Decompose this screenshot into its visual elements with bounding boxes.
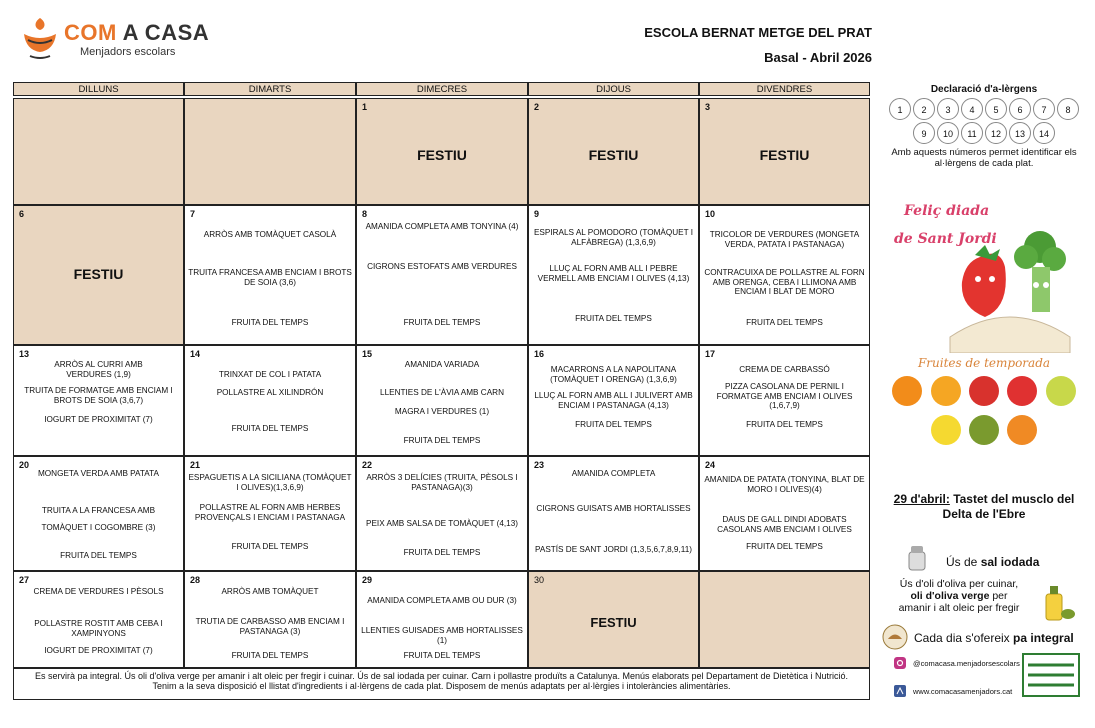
seasonal-fruits [884, 356, 1084, 452]
day-number: 8 [362, 209, 368, 219]
first-course: AMANIDA COMPLETA AMB TONYINA (4) [365, 222, 519, 231]
first-course: AMANIDA COMPLETA [571, 469, 656, 478]
oil-per: per [989, 590, 1008, 602]
day-cell [528, 571, 699, 668]
menu-title: Basal - Abril 2026 [764, 50, 872, 65]
day-header-tue: DIMARTS [184, 82, 356, 96]
day-number: 29 [362, 575, 373, 585]
first-course: AMANIDA DE PATATA (TONYINA, BLAT DE MORO I OLIVES)(4) [704, 475, 865, 494]
day-cell [356, 345, 528, 456]
first-course: AMANIDA VARIADA [404, 360, 480, 369]
day-cell [13, 456, 184, 571]
brand-subtitle: Menjadors escolars [80, 46, 176, 58]
salt-shaker-icon [906, 544, 928, 572]
day-number: 1 [362, 102, 368, 112]
pear-icon [1046, 376, 1076, 406]
second-course: POLLASTRE AL FORN AMB HERBES PROVENÇALS I ENCIAM I PASTANAGA [194, 503, 346, 522]
footer-note: Es servirà pa integral. Ús oli d'oliva verge per amanir i alt oleic per fregir i cuinar. Ús de sal iodada per cuinar. Carn i pollastre produïts a Catalunya. Menús elaborats pel Departament de Dietètica i Nutrició. Tenim a la seva disposició el llistat d'ingredients i al·lèrgens de cada plat. Disposem de menús adaptats per al·lèrgies i intoleràncies alimentàries. [13, 668, 870, 700]
oil-line3: amanir i alt oleic per fregir [898, 602, 1020, 614]
day-number: 28 [190, 575, 201, 585]
oil-bottle-icon [1040, 582, 1076, 622]
first-course: CREMA DE VERDURES I PÈSOLS [33, 587, 164, 596]
dessert: FRUITA DEL TEMPS [231, 651, 309, 660]
allergen-lupin-icon: 12 [985, 122, 1007, 144]
day-cell [13, 345, 184, 456]
allergen-note: Amb aquests números permet identificar els al·lèrgens de cada plat. [891, 147, 1077, 169]
salt-bold: sal iodada [980, 555, 1040, 569]
sant-jordi-line2: de Sant Jordi [894, 231, 997, 247]
day-header-mon: DILLUNS [13, 82, 184, 96]
day-cell [184, 205, 356, 345]
second-course: LLENTIES DE L'ÀVIA AMB CARN [380, 388, 504, 397]
fruit-grid [884, 374, 1084, 452]
first-course: MACARRONS A LA NAPOLITANA (TOMÀQUET I ORENGA) (1,3,6,9) [550, 365, 677, 384]
first-course: ARRÒS AMB TOMÀQUET CASOLÀ [203, 230, 337, 239]
allergen-peanut-icon: 5 [985, 98, 1007, 120]
fruits-title: Fruites de temporada [917, 356, 1051, 370]
day-number: 17 [705, 349, 716, 359]
second-course: DAUS DE GALL DINDI ADOBATS CASOLANS AMB ENCIAM I OLIVES [717, 515, 852, 534]
tangerine-icon [931, 376, 961, 406]
day-number: 9 [534, 209, 540, 219]
integral-bread-badge-icon [882, 624, 908, 650]
day-number: 16 [534, 349, 545, 359]
day-cell [184, 456, 356, 571]
dessert: FRUITA DEL TEMPS [403, 548, 481, 557]
day-cell-empty [184, 98, 356, 205]
day-cell [528, 456, 699, 571]
day-number: 2 [534, 102, 540, 112]
second-course: LLENTIES GUISADES AMB HORTALISSES (1) [361, 626, 523, 645]
day-cell [184, 345, 356, 456]
day-number: 13 [19, 349, 30, 359]
day-cell [528, 345, 699, 456]
oil-line2 [884, 590, 1034, 602]
allergen-title: Declaració d'a-lèrgens [930, 84, 1038, 95]
second-course: PEIX AMB SALSA DE TOMÀQUET (4,13) [366, 519, 518, 528]
banana-icon [931, 415, 961, 445]
holiday-label: FESTIU [759, 147, 810, 163]
allergen-nuts-icon: 8 [1057, 98, 1079, 120]
day-cell [13, 205, 184, 345]
day-number: 23 [534, 460, 545, 470]
day-header-fri: DIVENDRES [699, 82, 870, 96]
sant-jordi-illustration [890, 203, 1080, 353]
allergen-crustaceans-icon: 2 [913, 98, 935, 120]
brand-name [64, 20, 209, 46]
allergen-icons [884, 98, 1084, 144]
second-course: POLLASTRE ROSTIT AMB CEBA I XAMPINYONS [34, 619, 163, 638]
second-course: LLUÇ AL FORN AMB ALL I JULIVERT AMB ENCIAM I PASTANAGA (4,13) [534, 391, 693, 410]
whole-bread-note [914, 631, 1074, 645]
first-course: TRICOLOR DE VERDURES (MONGETA VERDA, PATATA I PASTANAGA) [709, 230, 860, 249]
day-number: 30 [534, 575, 545, 585]
apple-icon [969, 376, 999, 406]
day-number: 6 [19, 209, 25, 219]
second-course: PIZZA CASOLANA DE PERNIL I FORMATGE AMB ENCIAM I OLIVES (1,6,7,9) [716, 382, 853, 411]
day-number: 22 [362, 460, 373, 470]
first-course: AMANIDA COMPLETA AMB OU DUR (3) [367, 596, 517, 605]
first-course: CREMA DE CARBASSÓ [739, 365, 830, 374]
day-cell [528, 98, 699, 205]
instagram-icon [894, 657, 906, 669]
iodized-salt-note [946, 555, 1039, 569]
allergen-sesame-icon: 10 [937, 122, 959, 144]
holiday-label: FESTIU [590, 615, 637, 630]
second-course: TRUITA FRANCESA AMB ENCIAM I BROTS DE SOIA (3,6) [188, 268, 352, 287]
first-course: ARRÒS 3 DELÍCIES (TRUITA, PÈSOLS I PASTANAGA)(3) [366, 473, 518, 492]
bowl-logo-icon [20, 16, 60, 60]
second-course: TRUITA A LA FRANCESA AMB [41, 506, 156, 515]
dessert: FRUITA DEL TEMPS [575, 420, 652, 429]
second-course: TRUTIA DE CARBASSO AMB ENCIAM I PASTANAGA (3) [195, 617, 345, 636]
day-cell [699, 345, 870, 456]
first-course: ESPAGUETIS A LA SICILIANA (TOMÀQUET I OLIVES)(1,3,6,9) [188, 473, 352, 492]
holiday-label: FESTIU [73, 266, 124, 282]
second-course: POLLASTRE AL XILINDRÓN [216, 388, 324, 397]
strawberry-broccoli-icon [940, 227, 1080, 353]
second-course: CIGRONS GUISATS AMB HORTALISSES [536, 504, 691, 513]
day-cell [356, 98, 528, 205]
allergen-soy-icon: 6 [1009, 98, 1031, 120]
brand-rest: A CASA [116, 20, 210, 45]
website-link[interactable]: www.comacasamenjadors.cat [913, 687, 1013, 696]
strawberry-icon [1007, 376, 1037, 406]
orange-icon [892, 376, 922, 406]
allergen-sulphites-icon: 11 [961, 122, 983, 144]
loquat-icon [1007, 415, 1037, 445]
day-cell-empty [13, 98, 184, 205]
sidebar [884, 84, 1084, 169]
allergen-egg-icon: 3 [937, 98, 959, 120]
day-header-wed: DIMECRES [356, 82, 528, 96]
oil-line1: Ús d'oli d'oliva per cuinar, [899, 578, 1019, 590]
second-course: CONTRACUIXA DE POLLASTRE AL FORN AMB ORENGA, CEBA I LLIMONA AMB ENCIAM I BLAT DE MORO [704, 268, 865, 297]
second-course: TRUITA DE FORMATGE AMB ENCIAM I BROTS DE SOIA (3,6,7) [24, 386, 173, 405]
day-number: 3 [705, 102, 711, 112]
dessert: FRUITA DEL TEMPS [231, 318, 309, 327]
tasting-text: Tastet del musclo del Delta de l'Ebre [942, 492, 1075, 521]
de-sa-qui-logo-icon [1022, 653, 1080, 697]
day-cell [699, 456, 870, 571]
dessert: IOGURT DE PROXIMITAT (7) [44, 415, 153, 424]
kiwi-icon [969, 415, 999, 445]
dessert: FRUITA DEL TEMPS [575, 314, 652, 323]
day-number: 15 [362, 349, 373, 359]
olive-oil-note [884, 578, 1034, 614]
day-cell [184, 571, 356, 668]
dessert: FRUITA DEL TEMPS [231, 542, 309, 551]
second-course: LLUÇ AL FORN AMB ALL I PEBRE VERMELL AMB ENCIAM I OLIVES (4,13) [537, 264, 690, 283]
brand-first: COM [64, 20, 117, 45]
sant-jordi-line1: Feliç diada [904, 203, 990, 219]
dessert: FRUITA DEL TEMPS [746, 542, 823, 551]
oil-bold: oli d'oliva verge [910, 590, 990, 602]
first-course: ESPIRALS AL POMODORO (TOMÀQUET I ALFÀBREGA) (1,3,6,9) [533, 228, 694, 247]
day-cell [356, 571, 528, 668]
allergen-gluten-icon: 1 [889, 98, 911, 120]
dessert: FRUITA DEL TEMPS [231, 424, 309, 433]
second-course-cont: TOMÀQUET I COGOMBRE (3) [41, 523, 156, 532]
tasting-event [884, 492, 1084, 522]
tasting-date: 29 d'abril: [893, 492, 950, 506]
day-number: 21 [190, 460, 201, 470]
day-cell [528, 205, 699, 345]
day-number: 24 [705, 460, 716, 470]
allergen-molluscs-icon: 13 [1009, 122, 1031, 144]
web-icon [894, 685, 906, 697]
dessert: PASTÍS DE SANT JORDI (1,3,5,6,7,8,9,11) [535, 545, 692, 554]
allergen-fish-icon: 4 [961, 98, 983, 120]
first-course: ARRÒS AL CURRI AMB VERDURES (1,9) [54, 360, 143, 379]
instagram-handle[interactable]: @comacasa.menjadorsescolars [913, 659, 1020, 668]
allergen-milk-icon: 7 [1033, 98, 1055, 120]
first-course: MONGETA VERDA AMB PATATA [37, 469, 159, 478]
day-cell [356, 205, 528, 345]
holiday-label: FESTIU [588, 147, 639, 163]
dessert: FRUITA DEL TEMPS [746, 420, 823, 429]
dessert: FRUITA DEL TEMPS [746, 318, 823, 327]
salt-prefix: Ús de [946, 555, 981, 569]
first-course: TRINXAT DE COL I PATATA [218, 370, 322, 379]
second-course: CIGRONS ESTOFATS AMB VERDURES [367, 262, 517, 271]
school-name: ESCOLA BERNAT METGE DEL PRAT [644, 25, 872, 40]
dessert: FRUITA DEL TEMPS [403, 318, 481, 327]
holiday-label: FESTIU [417, 147, 467, 163]
day-cell [13, 571, 184, 668]
day-number: 14 [190, 349, 201, 359]
second-course-cont: MAGRA I VERDURES (1) [394, 407, 490, 416]
day-number: 10 [705, 209, 716, 219]
bread-prefix: Cada dia s'ofereix [914, 631, 1014, 645]
first-course: ARRÒS AMB TOMÀQUET [221, 587, 319, 596]
allergen-celery-icon: 14 [1033, 122, 1055, 144]
day-number: 27 [19, 575, 30, 585]
day-header-thu: DIJOUS [528, 82, 699, 96]
dessert: IOGURT DE PROXIMITAT (7) [44, 646, 153, 655]
day-cell-empty [699, 571, 870, 668]
day-cell [699, 98, 870, 205]
brand-logo [18, 12, 218, 64]
day-cell [356, 456, 528, 571]
allergen-mustard-icon: 9 [913, 122, 935, 144]
day-cell [699, 205, 870, 345]
bread-bold: pa integral [1013, 631, 1074, 645]
day-number: 7 [190, 209, 196, 219]
dessert: FRUITA DEL TEMPS [403, 651, 481, 660]
dessert: FRUITA DEL TEMPS [403, 436, 481, 445]
dessert: FRUITA DEL TEMPS [60, 551, 137, 560]
day-number: 20 [19, 460, 30, 470]
